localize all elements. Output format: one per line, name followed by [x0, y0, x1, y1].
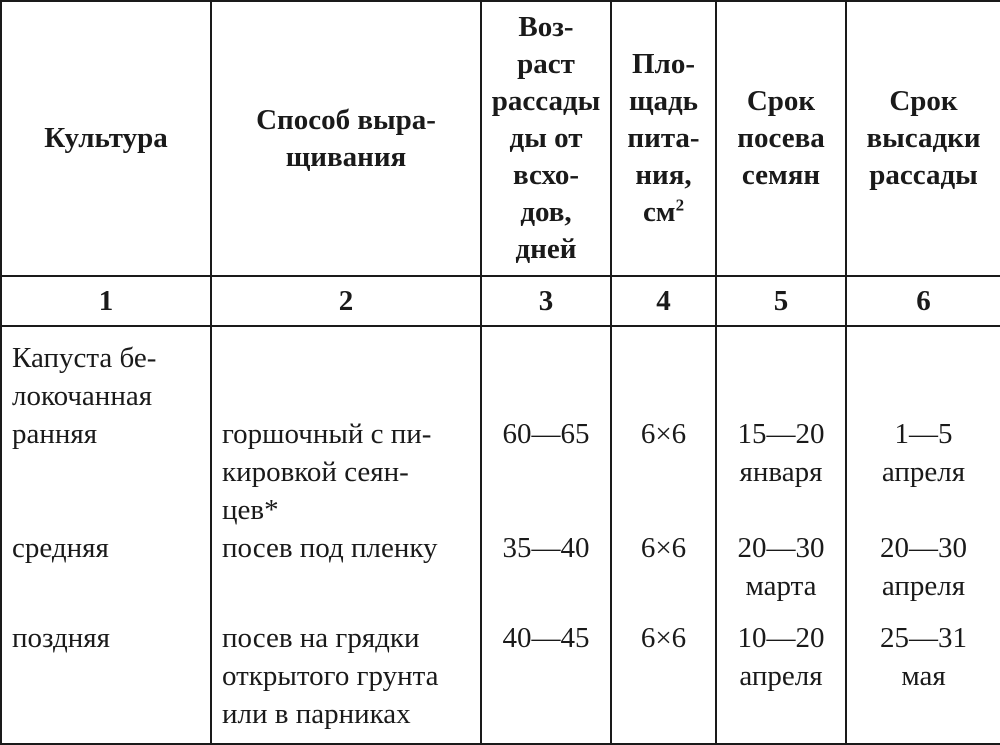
header-culture: Культура [1, 1, 211, 276]
column-number: 4 [611, 276, 716, 326]
column-number: 3 [481, 276, 611, 326]
column-number: 2 [211, 276, 481, 326]
header-area: Пло- щадь пита- ния, $см^2$ [611, 1, 716, 276]
column-number: 6 [846, 276, 1000, 326]
planting-date-cell: 1—5 апреля 20—30 апреля 25—31 мая [846, 326, 1000, 744]
header-planting-date: Срок высадки рассады [846, 1, 1000, 276]
header-sowing-date: Срок посева семян [716, 1, 846, 276]
column-number: 5 [716, 276, 846, 326]
column-number: 1 [1, 276, 211, 326]
header-method: Способ выра- щивания [211, 1, 481, 276]
column-number-row [1, 276, 1000, 326]
table-body-row [1, 326, 1000, 744]
header-row [1, 1, 1000, 276]
sowing-date-cell: 15—20 января 20—30 марта 10—20 апреля [716, 326, 846, 744]
area-cell: 6×6 6×6 6×6 [611, 326, 716, 744]
method-cell: горшочный с пи- кировкой сеян- цев* посев под пленку посев на грядки открытого грунта или в парниках [211, 326, 481, 744]
culture-cell: Капуста бе- локочанная ранняя средняя поздняя [1, 326, 211, 744]
header-age: Воз- раст рассады ды от всхо- дов, дней [481, 1, 611, 276]
age-cell: 60—65 35—40 40—45 [481, 326, 611, 744]
